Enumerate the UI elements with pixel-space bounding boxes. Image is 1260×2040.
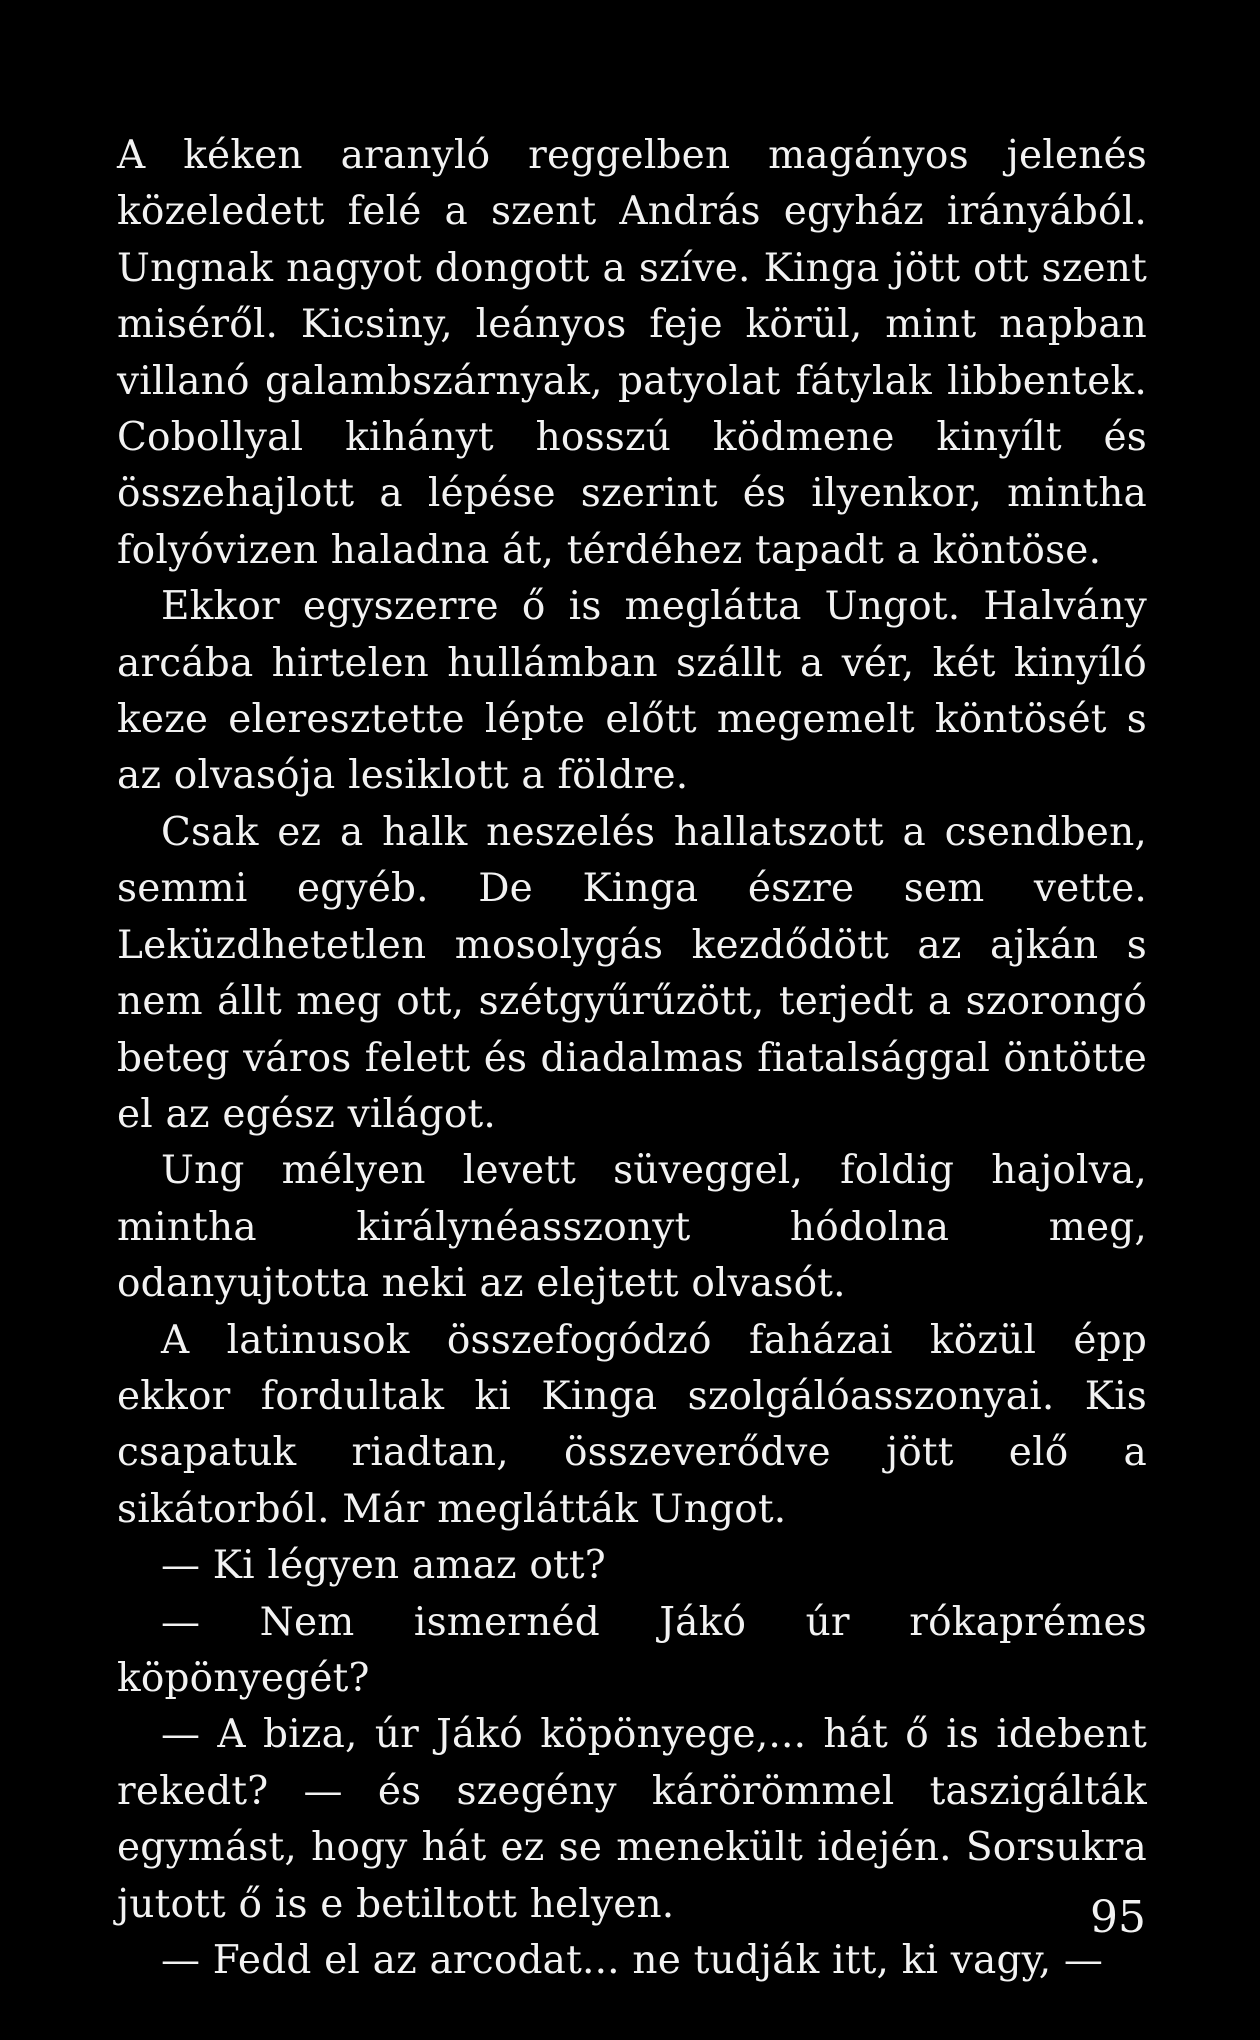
paragraph-4: Ung mélyen levett süveggel, foldig hajolva, mintha királynéasszonyt hódolna meg, odanyujtotta neki az elejtett olvasót. — [117, 1148, 1147, 1307]
dialogue-line-4: — Fedd el az arcodat... ne tudják itt, ki vagy, — — [161, 1938, 1104, 1983]
page-number: 95 — [1090, 1892, 1146, 1943]
page-body-text — [117, 128, 1147, 1989]
dialogue-line-1: — Ki légyen amaz ott? — [161, 1543, 606, 1589]
paragraph-1: A kéken aranyló reggelben magányos jelenés közeledett felé a szent András egyház irányából. Ungnak nagyot dongott a szíve. Kinga jött ott szent miséről. Kicsiny, leányos feje körül, mint napban villanó galambszárnyak, patyolat fátylak libbentek. Cobollyal kihányt hosszú ködmene kinyílt és összehajlott a lépése szerint és ilyenkor, mintha folyóvizen haladna át, térdéhez tapadt a köntöse. — [117, 133, 1147, 573]
paragraph-3: Csak ez a halk neszelés hallatszott a csendben, semmi egyéb. De Kinga észre sem vette. Leküzdhetetlen mosolygás kezdődött az ajkán s nem állt meg ott, szétgyűrűzött, terjedt a szorongó beteg város felett és diadalmas fiatalsággal öntötte el az egész világot. — [117, 809, 1147, 1137]
dialogue-line-3: — A biza, úr Jákó köpönyege,... hát ő is idebent rekedt? — és szegény kárörömmel taszigálták egymást, hogy hát ez se menekült idején. Sorsukra jutott ő is e betiltott helyen. — [117, 1712, 1147, 1927]
paragraph-5: A latinusok összefogódzó faházai közül épp ekkor fordultak ki Kinga szolgálóasszonyai. Kis csapatuk riadtan, összeverődve jött elő a sikátorból. Már meglátták Ungot. — [117, 1317, 1147, 1532]
dialogue-line-2: — Nem ismernéd Jákó úr rókaprémes köpönyegét? — [117, 1599, 1147, 1701]
paragraph-2: Ekkor egyszerre ő is meglátta Ungot. Halvány arcába hirtelen hullámban szállt a vér, két kinyíló keze eleresztette lépte előtt megemelt köntösét s az olvasója lesiklott a földre. — [117, 584, 1147, 799]
